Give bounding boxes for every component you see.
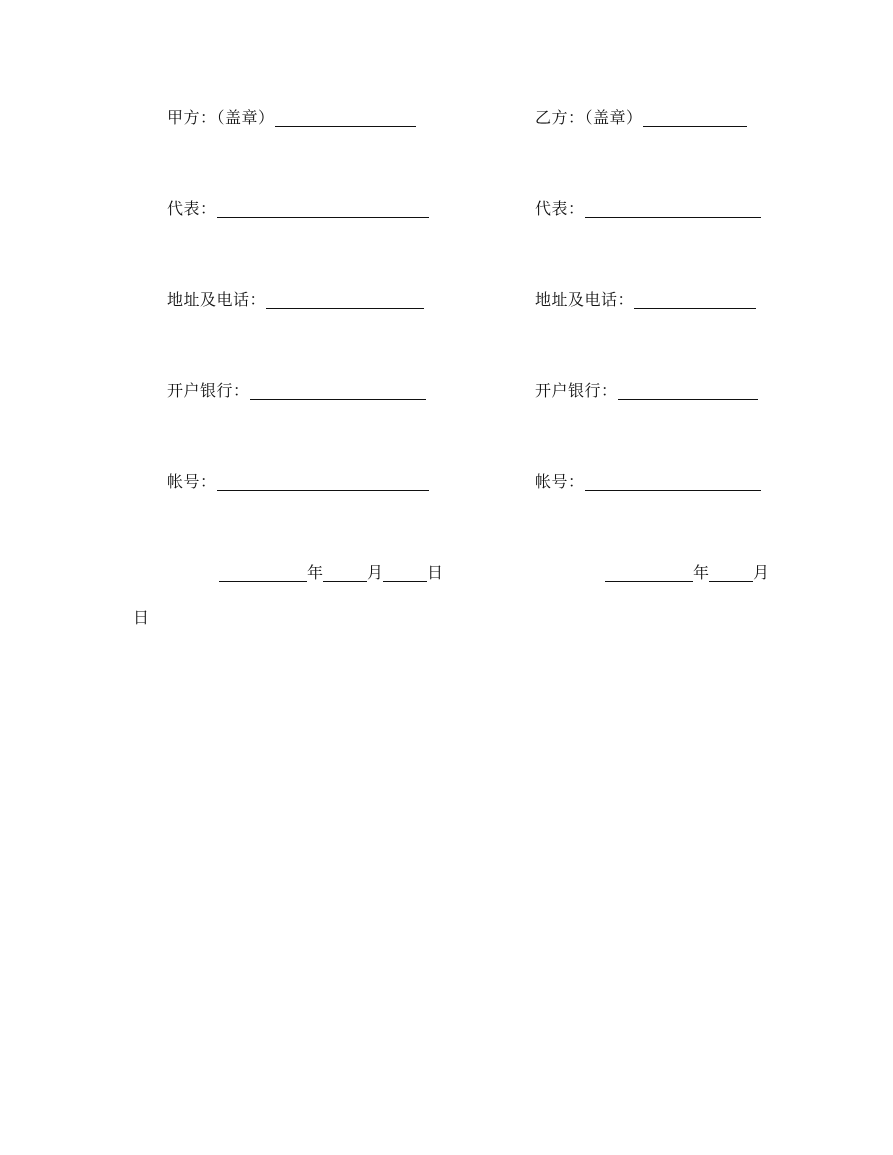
party-a-address-label: 地址及电话： xyxy=(167,290,267,309)
party-a-address-field xyxy=(167,290,424,310)
party-a-account-blank[interactable] xyxy=(217,472,429,491)
party-b-seal-blank[interactable] xyxy=(643,108,747,127)
party-a-rep-field xyxy=(167,199,429,219)
party-a-account-label: 帐号： xyxy=(167,472,217,491)
party-b-bank-field xyxy=(535,381,758,401)
party-a-year-blank[interactable] xyxy=(219,563,307,582)
party-a-seal-label: 甲方：（盖章） xyxy=(167,108,275,127)
party-a-bank-field xyxy=(167,381,426,401)
party-a-rep-label: 代表： xyxy=(167,199,217,218)
party-b-rep-field xyxy=(535,199,761,219)
party-b-year-blank[interactable] xyxy=(605,563,693,582)
party-b-month-blank[interactable] xyxy=(709,563,753,582)
party-b-address-label: 地址及电话： xyxy=(535,290,635,309)
party-a-seal-field xyxy=(167,108,416,128)
party-b-seal-field xyxy=(535,108,747,128)
party-a-bank-blank[interactable] xyxy=(250,381,426,400)
party-a-day-label: 日 xyxy=(427,563,444,582)
party-b-account-field xyxy=(535,472,761,492)
party-a-month-label: 月 xyxy=(367,563,384,582)
party-b-month-label: 月 xyxy=(753,563,770,582)
party-a-month-blank[interactable] xyxy=(323,563,367,582)
party-b-address-field xyxy=(535,290,756,310)
party-a-year-label: 年 xyxy=(307,563,324,582)
party-b-bank-blank[interactable] xyxy=(618,381,758,400)
party-a-date xyxy=(219,563,443,583)
party-b-bank-label: 开户银行： xyxy=(535,381,618,400)
party-a-bank-label: 开户银行： xyxy=(167,381,250,400)
party-b-day-label: 日 xyxy=(133,608,150,627)
party-a-account-field xyxy=(167,472,429,492)
party-b-date xyxy=(605,563,769,583)
party-b-rep-label: 代表： xyxy=(535,199,585,218)
party-b-account-label: 帐号： xyxy=(535,472,585,491)
party-b-account-blank[interactable] xyxy=(585,472,761,491)
party-a-day-blank[interactable] xyxy=(383,563,427,582)
party-a-seal-blank[interactable] xyxy=(275,108,416,127)
party-a-address-blank[interactable] xyxy=(266,290,424,309)
party-a-rep-blank[interactable] xyxy=(217,199,429,218)
party-b-rep-blank[interactable] xyxy=(585,199,761,218)
party-b-year-label: 年 xyxy=(693,563,710,582)
party-b-seal-label: 乙方：（盖章） xyxy=(535,108,643,127)
party-b-address-blank[interactable] xyxy=(634,290,756,309)
